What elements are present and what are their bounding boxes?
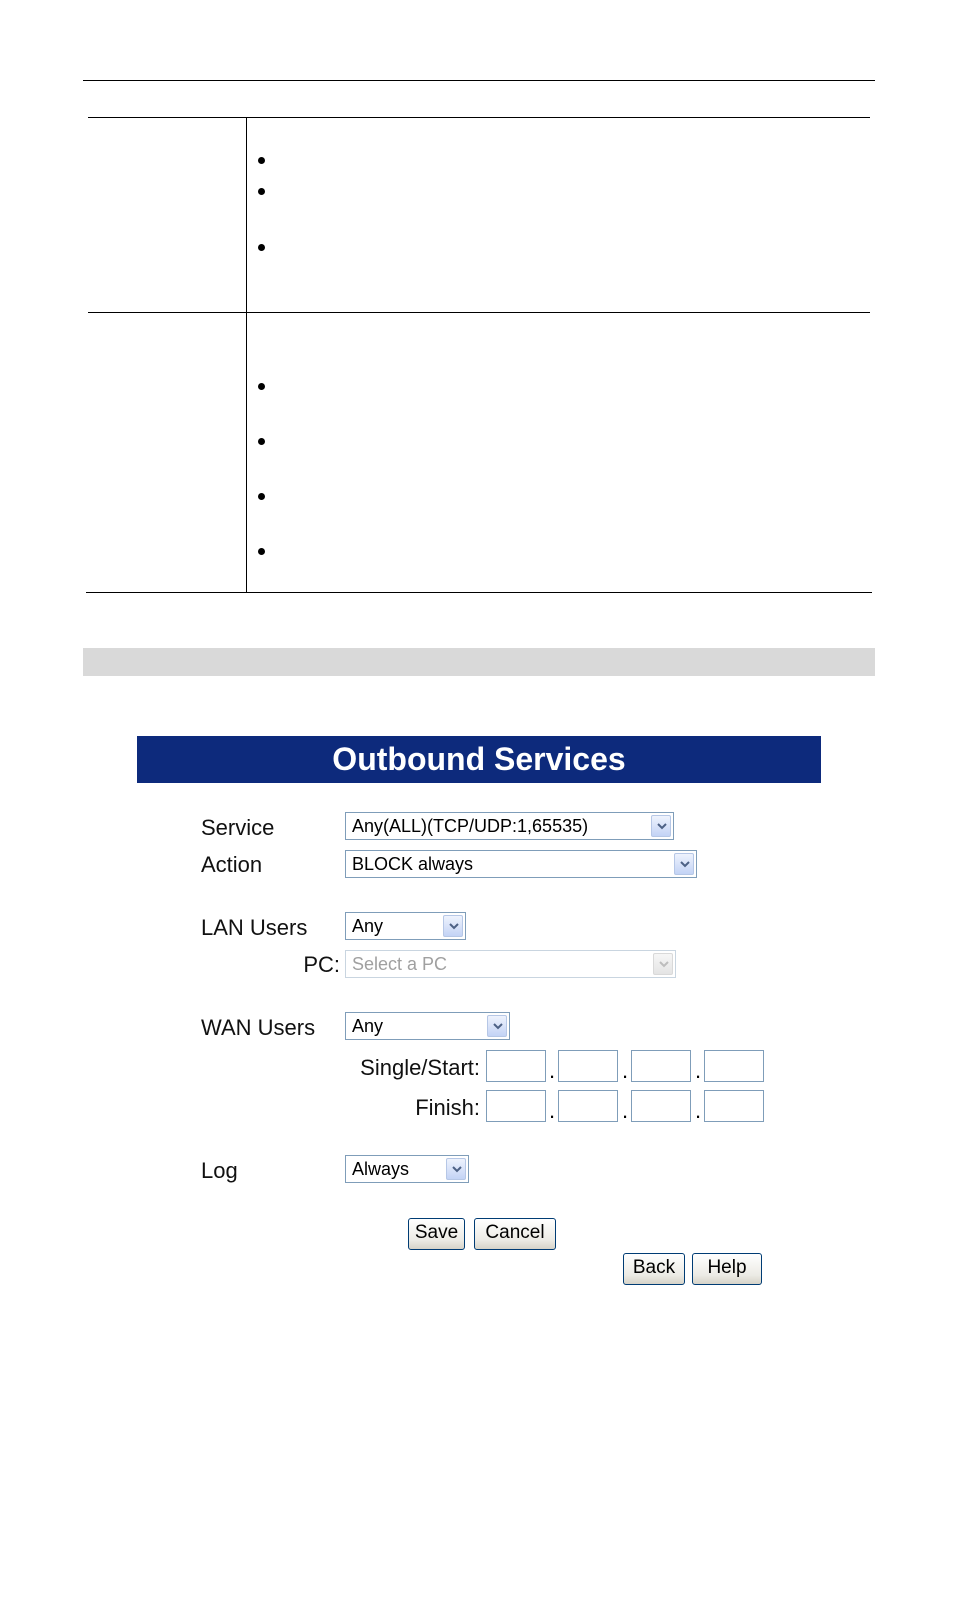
- ip-separator: .: [549, 1098, 556, 1123]
- ip-separator: .: [695, 1058, 702, 1083]
- finish-ip-octet-4[interactable]: [704, 1090, 764, 1122]
- table-column-divider: [246, 117, 247, 593]
- chevron-down-icon[interactable]: [651, 815, 671, 837]
- panel-title: Outbound Services: [137, 736, 821, 783]
- finish-ip-octet-2[interactable]: [558, 1090, 618, 1122]
- chevron-down-icon[interactable]: [487, 1015, 507, 1037]
- bullet-point: [258, 438, 265, 445]
- log-value: Always: [352, 1159, 410, 1179]
- table-row-divider: [88, 312, 870, 313]
- start-ip-octet-2[interactable]: [558, 1050, 618, 1082]
- finish-label: Finish:: [415, 1095, 480, 1120]
- wan-users-value: Any: [352, 1016, 384, 1036]
- lan-users-value: Any: [352, 916, 384, 936]
- save-button[interactable]: Save: [408, 1218, 465, 1250]
- pc-select[interactable]: [345, 950, 676, 978]
- bullet-point: [258, 548, 265, 555]
- service-value: Any(ALL)(TCP/UDP:1,65535): [352, 816, 589, 836]
- wan-users-select[interactable]: [345, 1012, 510, 1040]
- service-select[interactable]: [345, 812, 674, 840]
- ip-separator: .: [695, 1098, 702, 1123]
- service-label: Service: [201, 815, 275, 840]
- cancel-button[interactable]: Cancel: [474, 1218, 556, 1250]
- pc-label: PC:: [303, 952, 340, 977]
- ip-separator: .: [622, 1098, 629, 1123]
- chevron-down-icon[interactable]: [674, 853, 694, 875]
- chevron-down-icon: [653, 953, 673, 975]
- bullet-point: [258, 244, 265, 251]
- chevron-down-icon[interactable]: [446, 1158, 466, 1180]
- log-label: Log: [201, 1158, 238, 1183]
- start-ip-octet-4[interactable]: [704, 1050, 764, 1082]
- single-start-label: Single/Start:: [360, 1055, 480, 1080]
- table-bottom-border: [86, 592, 872, 593]
- back-button[interactable]: Back: [623, 1253, 685, 1285]
- ip-separator: .: [549, 1058, 556, 1083]
- log-select[interactable]: [345, 1155, 469, 1183]
- action-label: Action: [201, 852, 263, 877]
- lan-users-select[interactable]: [345, 912, 466, 940]
- bullet-point: [258, 157, 265, 164]
- start-ip-octet-3[interactable]: [631, 1050, 691, 1082]
- section-heading-bar: [83, 648, 875, 676]
- bullet-point: [258, 493, 265, 500]
- bullet-point: [258, 188, 265, 195]
- start-ip-octet-1[interactable]: [486, 1050, 546, 1082]
- finish-ip-octet-1[interactable]: [486, 1090, 546, 1122]
- table-top-border: [88, 117, 870, 118]
- bullet-point: [258, 383, 265, 390]
- action-select[interactable]: [345, 850, 697, 878]
- page-top-rule: [83, 80, 875, 81]
- ip-separator: .: [622, 1058, 629, 1083]
- chevron-down-icon[interactable]: [443, 915, 463, 937]
- help-button[interactable]: Help: [692, 1253, 762, 1285]
- wan-users-label: WAN Users: [201, 1015, 316, 1040]
- action-value: BLOCK always: [352, 854, 474, 874]
- lan-users-label: LAN Users: [201, 915, 308, 940]
- pc-value: Select a PC: [352, 954, 448, 974]
- finish-ip-octet-3[interactable]: [631, 1090, 691, 1122]
